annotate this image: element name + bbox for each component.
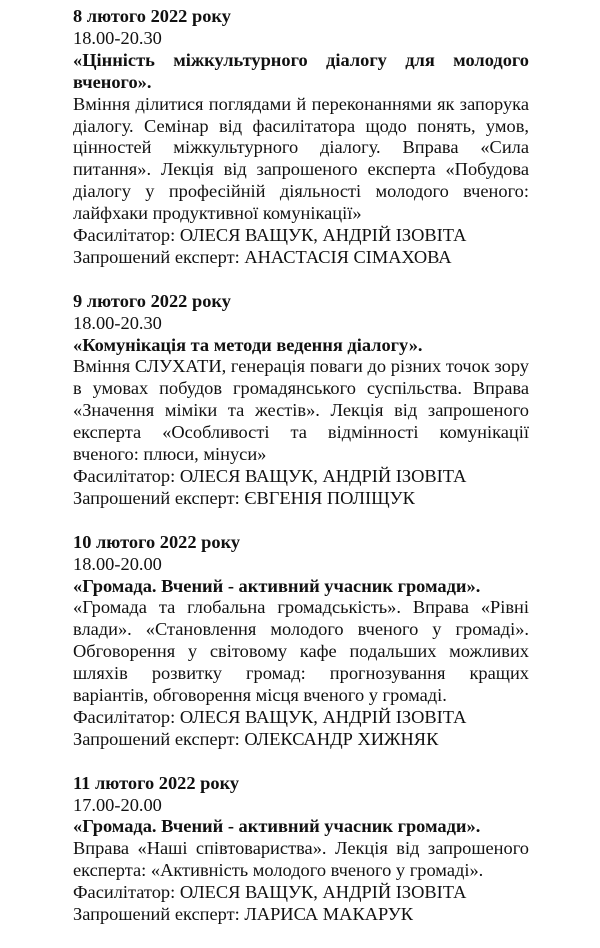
event-block: [73, 532, 529, 751]
event-block: [73, 773, 529, 926]
event-date: 8 лютого 2022 року: [73, 6, 231, 26]
event-title: «Громада. Вчений - активний учасник громади».: [73, 575, 481, 596]
event-facilitator: Фасилітатор: ОЛЕСЯ ВАЩУК, АНДРІЙ ІЗОВІТА: [73, 225, 467, 246]
event-expert: Запрошений експерт: АНАСТАСІЯ СІМАХОВА: [73, 246, 452, 267]
event-facilitator: Фасилітатор: ОЛЕСЯ ВАЩУК, АНДРІЙ ІЗОВІТА: [73, 882, 467, 903]
event-title: «Громада. Вчений - активний учасник громади».: [73, 816, 481, 837]
event-time: 18.00-20.30: [73, 312, 162, 333]
schedule-document: [73, 6, 529, 948]
event-title: «Комунікація та методи ведення діалогу».: [73, 334, 423, 355]
event-date: 10 лютого 2022 року: [73, 531, 241, 552]
event-description: Вміння ділитися поглядами й переконаннями як запорука діалогу. Семінар від фасилітатора щодо понять, умов, цінностей міжкультурного діалогу. Вправа «Сила питання». Лекція від запрошеного експерта «Побудова діалогу у професійній діяльності молодого вченого: лайфхаки продуктивної комунікації»: [73, 93, 529, 224]
event-expert: Запрошений експерт: ОЛЕКСАНДР ХИЖНЯК: [73, 728, 439, 749]
event-time: 17.00-20.00: [73, 794, 162, 815]
event-time: 18.00-20.00: [73, 553, 162, 574]
event-date: 9 лютого 2022 року: [73, 290, 231, 311]
event-description: «Громада та глобальна громадськість». Вправа «Рівні влади». «Становлення молодого вченого у громаді». Обговорення у світовому кафе подальших можливих шляхів розвитку громад: прогнозування кращих варіантів, обговорення місця вченого у громаді.: [73, 597, 529, 706]
event-description: Вміння СЛУХАТИ, генерація поваги до різних точок зору в умовах побудов громадянського суспільства. Вправа «Значення міміки та жестів». Лекція від запрошеного експерта «Особливості та відмінності комунікації вченого: плюси, мінуси»: [73, 356, 529, 465]
event-description: Вправа «Наші співтовариства». Лекція від запрошеного експерта: «Активність молодого вченого у громаді».: [73, 838, 529, 881]
event-block: [73, 291, 529, 510]
event-date: 11 лютого 2022 року: [73, 772, 240, 793]
event-facilitator: Фасилітатор: ОЛЕСЯ ВАЩУК, АНДРІЙ ІЗОВІТА: [73, 706, 467, 727]
event-facilitator: Фасилітатор: ОЛЕСЯ ВАЩУК, АНДРІЙ ІЗОВІТА: [73, 466, 467, 487]
event-expert: Запрошений експерт: ЛАРИСА МАКАРУК: [73, 904, 414, 925]
event-time: 18.00-20.30: [73, 27, 162, 48]
event-block: [73, 6, 529, 269]
event-title: «Цінність міжкультурного діалогу для молодого вченого».: [73, 49, 529, 92]
event-expert: Запрошений експерт: ЄВГЕНІЯ ПОЛІЩУК: [73, 487, 415, 508]
